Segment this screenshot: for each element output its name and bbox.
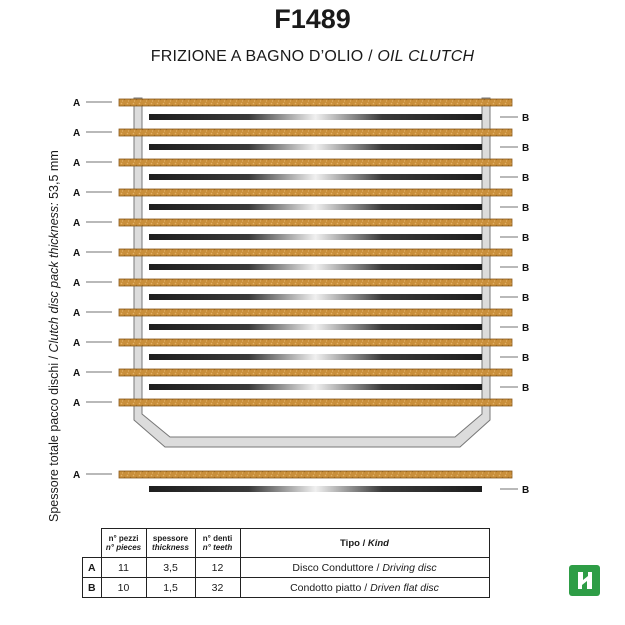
label-b: B — [522, 233, 530, 244]
spec-row-kind-it: Condotto piatto / — [290, 581, 368, 594]
driving-disc-5 — [119, 219, 512, 226]
spec-header-kind-en: Kind — [367, 537, 389, 549]
driven-disc-11 — [149, 486, 482, 492]
label-a: A — [73, 338, 81, 349]
label-a: A — [73, 308, 81, 319]
label-a: A — [73, 278, 81, 289]
label-b: B — [522, 353, 530, 364]
subtitle-italian: FRIZIONE A BAGNO D’OLIO / — [150, 48, 373, 65]
spec-row-kind-en: Driven flat disc — [370, 581, 439, 594]
label-b: B — [522, 203, 530, 214]
spec-row-kind-it: Disco Conduttore / — [292, 561, 380, 574]
spec-row-thickness: 3,5 — [146, 558, 195, 578]
disc-stack — [119, 99, 512, 492]
label-b: B — [522, 293, 530, 304]
spec-header-teeth — [195, 529, 240, 558]
pack-thickness-label-it: Spessore totale pacco dischi / — [47, 355, 61, 522]
driven-disc-1 — [149, 114, 482, 120]
driving-disc-9 — [119, 339, 512, 346]
pack-thickness-label-en: Clutch disc pack thickness: — [47, 202, 61, 353]
label-b: B — [522, 143, 530, 154]
label-a: A — [73, 128, 81, 139]
driving-disc-1 — [119, 99, 512, 106]
spec-row-key: B — [83, 578, 102, 598]
spec-row-thickness: 1,5 — [146, 578, 195, 598]
label-a: A — [73, 158, 81, 169]
driving-disc-7 — [119, 279, 512, 286]
label-b: B — [522, 173, 530, 184]
spec-row-teeth: 32 — [195, 578, 240, 598]
spec-row-b — [83, 578, 490, 598]
label-a: A — [73, 368, 81, 379]
label-a: A — [73, 98, 81, 109]
driven-disc-4 — [149, 204, 482, 210]
driving-disc-8 — [119, 309, 512, 316]
spec-header-teeth-en: n° teeth — [202, 543, 233, 552]
spec-header-thickness — [146, 529, 195, 558]
pack-thickness-value: 53,5 mm — [47, 150, 61, 199]
label-a: A — [73, 188, 81, 199]
driving-disc-10 — [119, 369, 512, 376]
driven-disc-8 — [149, 324, 482, 330]
spec-row-teeth: 12 — [195, 558, 240, 578]
spec-header-thickness-en: thickness — [152, 543, 189, 552]
driving-disc-3 — [119, 159, 512, 166]
label-b: B — [522, 485, 530, 496]
spec-row-pieces: 11 — [101, 558, 146, 578]
lightning-bolt-icon — [569, 565, 600, 596]
label-b: B — [522, 263, 530, 274]
driven-disc-6 — [149, 264, 482, 270]
spec-table-header-row — [83, 529, 490, 558]
spec-header-kind-it: Tipo / — [340, 537, 366, 549]
driven-disc-9 — [149, 354, 482, 360]
driving-disc-4 — [119, 189, 512, 196]
spec-header-pieces-en: n° pieces — [105, 543, 142, 552]
spec-row-kind — [240, 578, 489, 598]
spec-row-kind — [240, 558, 489, 578]
spec-header-blank — [83, 529, 102, 558]
subtitle-english: OIL CLUTCH — [377, 48, 475, 65]
spec-header-pieces — [101, 529, 146, 558]
disc-spec-table — [82, 528, 490, 598]
label-b: B — [522, 323, 530, 334]
clutch-basket-outline — [134, 98, 490, 447]
spec-header-teeth-it: n° denti — [202, 534, 233, 543]
spec-header-pieces-it: n° pezzi — [108, 534, 139, 543]
driving-disc-2 — [119, 129, 512, 136]
label-b: B — [522, 383, 530, 394]
driven-disc-7 — [149, 294, 482, 300]
label-a: A — [73, 248, 81, 259]
label-b: B — [522, 113, 530, 124]
label-a: A — [73, 398, 81, 409]
driven-disc-2 — [149, 144, 482, 150]
driven-disc-5 — [149, 234, 482, 240]
driving-disc-6 — [119, 249, 512, 256]
driven-disc-3 — [149, 174, 482, 180]
driving-disc-12 — [119, 471, 512, 478]
spec-row-a — [83, 558, 490, 578]
label-a: A — [73, 218, 81, 229]
spec-row-kind-en: Driving disc — [382, 561, 437, 574]
driving-disc-11 — [119, 399, 512, 406]
spec-row-pieces: 10 — [101, 578, 146, 598]
driven-disc-10 — [149, 384, 482, 390]
spec-row-key: A — [83, 558, 102, 578]
spec-header-thickness-it: spessore — [152, 534, 189, 543]
spec-header-kind — [240, 529, 489, 558]
page-title: F1489 — [274, 4, 351, 34]
label-a: A — [73, 470, 81, 481]
